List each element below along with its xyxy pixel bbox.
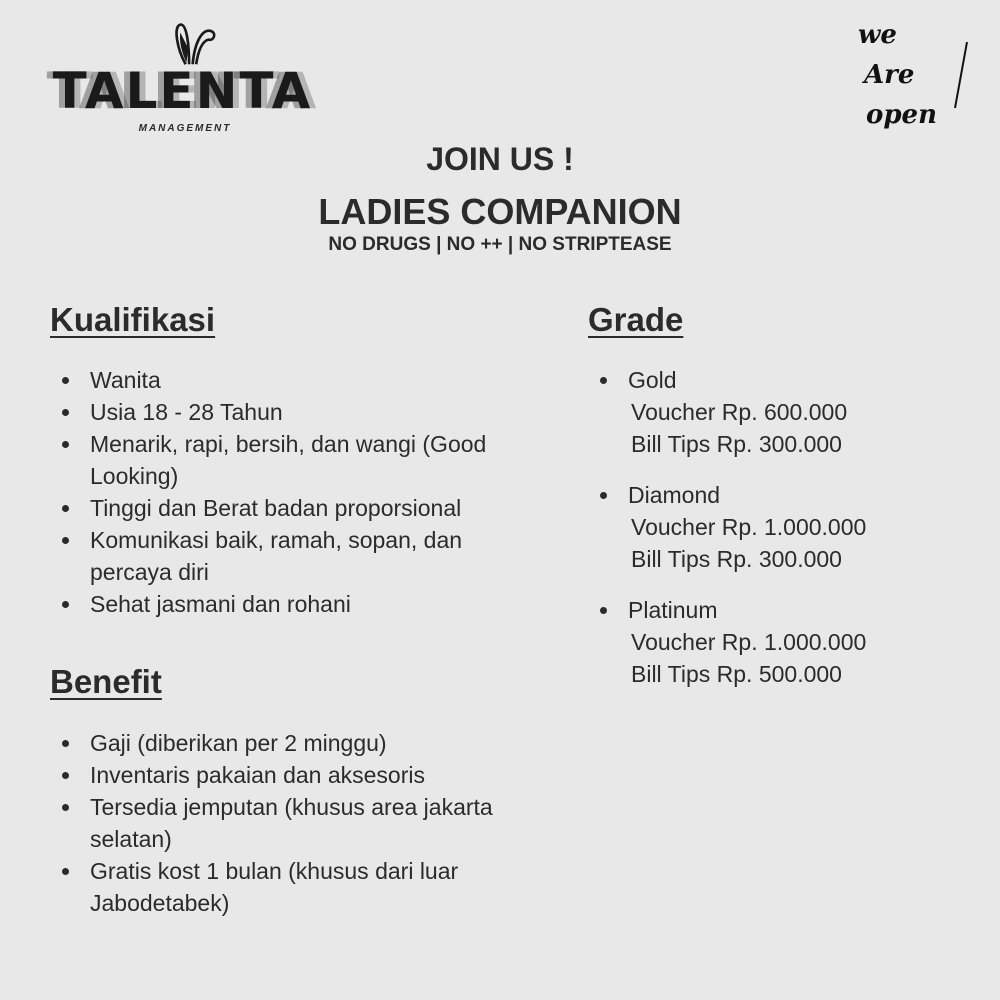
logo-subtitle: MANAGEMENT bbox=[138, 123, 232, 134]
list-item: Menarik, rapi, bersih, dan wangi (Good Looking) bbox=[50, 428, 530, 492]
benefit-heading: Benefit bbox=[50, 663, 162, 700]
list-item: Inventaris pakaian dan aksesoris bbox=[50, 759, 540, 791]
list-item: Tinggi dan Berat badan proporsional bbox=[50, 492, 530, 524]
kualifikasi-list bbox=[50, 364, 530, 620]
grade-item-platinum: Platinum Voucher Rp. 1.000.000 Bill Tips Rp. 500.000 bbox=[588, 594, 968, 690]
grade-list bbox=[588, 364, 968, 709]
position-title: LADIES COMPANION bbox=[318, 191, 682, 232]
list-item: Sehat jasmani dan rohani bbox=[50, 588, 530, 620]
grade-item-gold: Gold Voucher Rp. 600.000 Bill Tips Rp. 300.000 bbox=[588, 364, 968, 460]
logo-wordmark: TALENTA bbox=[52, 62, 313, 120]
we-are-open-badge: we Are open bbox=[852, 20, 972, 140]
bunny-ears-icon bbox=[155, 22, 225, 66]
list-item: Usia 18 - 28 Tahun bbox=[50, 396, 530, 428]
kualifikasi-heading: Kualifikasi bbox=[50, 301, 216, 338]
list-item: Gaji (diberikan per 2 minggu) bbox=[50, 727, 540, 759]
benefit-list bbox=[50, 727, 540, 919]
grade-item-diamond: Diamond Voucher Rp. 1.000.000 Bill Tips Rp. 300.000 bbox=[588, 479, 968, 575]
list-item: Gratis kost 1 bulan (khusus dari luar Jabodetabek) bbox=[50, 855, 540, 919]
grade-heading: Grade bbox=[588, 301, 684, 338]
list-item: Komunikasi baik, ramah, sopan, dan percaya diri bbox=[50, 524, 530, 588]
talenta-logo bbox=[30, 22, 340, 137]
list-item: Wanita bbox=[50, 364, 530, 396]
rules-subtitle: NO DRUGS | NO ++ | NO STRIPTEASE bbox=[328, 234, 672, 255]
join-us-heading: JOIN US ! bbox=[426, 141, 574, 177]
list-item: Tersedia jemputan (khusus area jakarta selatan) bbox=[50, 791, 540, 855]
